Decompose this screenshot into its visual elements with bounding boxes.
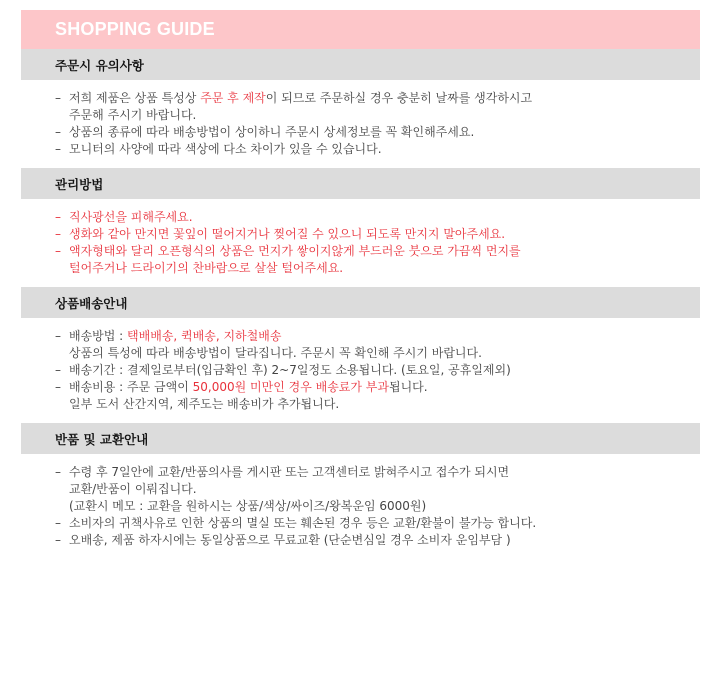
list-item-text: 생화와 같아 만지면 꽃잎이 떨어지거나 찢어질 수 있으니 되도록 만지지 말아주세요. [69,227,506,241]
guide-title: SHOPPING GUIDE [55,19,215,39]
list-item-text: 모니터의 사양에 따라 색상에 다소 차이가 있을 수 있습니다. [69,142,382,156]
list-item [55,532,700,549]
list-item-text: 액자형태와 달리 오픈형식의 상품은 먼지가 쌓이지않게 부드러운 붓으로 가끔씩 먼지를 [69,244,521,258]
dash-bullet: – [55,142,61,156]
list-item-text: 배송비용 : 주문 금액이 50,000원 미만인 경우 배송료가 부과됩니다. [69,380,428,394]
dash-bullet: – [55,363,61,377]
list-item-memo: (교환시 메모 : 교환을 원하시는 상품/색상/싸이즈/왕복운임 6000원) [69,499,427,513]
dash-bullet: – [55,533,61,547]
list-item-text: 상품의 종류에 따라 배송방법이 상이하니 주문시 상세정보를 꼭 확인해주세요. [69,125,475,139]
section-title: 상품배송안내 [55,295,128,311]
highlight-text: 50,000원 미만인 경우 배송료가 부과 [192,380,389,394]
dash-bullet: – [55,210,61,224]
list-item [55,141,700,158]
dash-bullet: – [55,125,61,139]
section-body-care [21,199,700,287]
section-title: 관리방법 [55,176,104,192]
list-item [55,362,700,379]
list-item-continuation: 일부 도서 산간지역, 제주도는 배송비가 추가됩니다. [69,397,340,411]
list-item [55,243,700,277]
list-item-text: 소비자의 귀책사유로 인한 상품의 멸실 또는 훼손된 경우 등은 교환/환불이 불가능 합니다. [69,516,537,530]
list-item [55,379,700,413]
list-item [55,464,700,515]
list-item-text: 배송기간 : 결제일로부터(입금확인 후) 2~7일정도 소용됩니다. (토요일, 공휴일제외) [69,363,511,377]
highlight-text: 주문 후 제작 [200,91,266,105]
section-body-returns [21,454,700,549]
list-item [55,515,700,532]
list-item [55,124,700,141]
highlight-text: 택배배송, 퀵배송, 지하철배송 [127,329,282,343]
list-item [55,90,700,124]
list-item [55,226,700,243]
section-body-shipping [21,318,700,423]
section-header-returns [21,423,700,454]
dash-bullet: – [55,227,61,241]
section-header-care [21,168,700,199]
dash-bullet: – [55,329,61,343]
section-body-order-notes [21,80,700,168]
dash-bullet: – [55,516,61,530]
section-header-order-notes [21,49,700,80]
list-item-continuation: 주문해 주시기 바랍니다. [69,108,197,122]
list-item-continuation: 교환/반품이 이뤄집니다. [69,482,197,496]
guide-banner [21,10,700,49]
list-item-text: 배송방법 : 택배배송, 퀵배송, 지하철배송 [69,329,282,343]
list-item-continuation: 상품의 특성에 따라 배송방법이 달라집니다. 주문시 꼭 확인해 주시기 바랍니다. [69,346,482,360]
dash-bullet: – [55,91,61,105]
dash-bullet: – [55,244,61,258]
list-item-text: 수령 후 7일안에 교환/반품의사를 게시판 또는 고객센터로 밝혀주시고 접수가 되시면 [69,465,510,479]
section-title: 주문시 유의사항 [55,57,144,73]
list-item-text: 저희 제품은 상품 특성상 주문 후 제작이 되므로 주문하실 경우 충분히 날짜를 생각하시고 [69,91,533,105]
list-item [55,328,700,362]
list-item [55,209,700,226]
section-header-shipping [21,287,700,318]
dash-bullet: – [55,380,61,394]
dash-bullet: – [55,465,61,479]
list-item-text: 오배송, 제품 하자시에는 동일상품으로 무료교환 (단순변심일 경우 소비자 운임부담 ) [69,533,511,547]
section-title: 반품 및 교환안내 [55,431,149,447]
shopping-guide [21,10,700,549]
list-item-text: 직사광선을 피해주세요. [69,210,193,224]
list-item-continuation: 털어주거나 드라이기의 찬바람으로 살살 털어주세요. [69,261,344,275]
